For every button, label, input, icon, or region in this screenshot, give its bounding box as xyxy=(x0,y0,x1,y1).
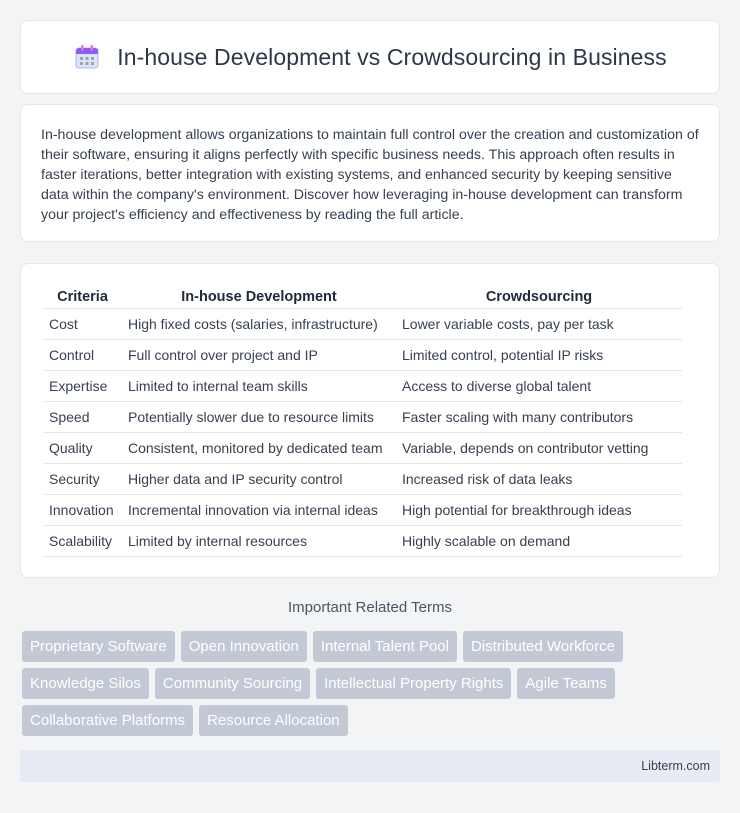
criteria-cell: Security xyxy=(43,463,122,494)
tag-collaborative-platforms[interactable]: Collaborative Platforms xyxy=(22,705,193,736)
tag-distributed-workforce[interactable]: Distributed Workforce xyxy=(463,631,623,662)
crowdsourcing-cell: Limited control, potential IP risks xyxy=(396,339,682,370)
column-header-crowdsourcing: Crowdsourcing xyxy=(396,284,682,308)
comparison-table-card xyxy=(20,263,720,578)
tag-internal-talent-pool[interactable]: Internal Talent Pool xyxy=(313,631,457,662)
related-terms-tags xyxy=(22,631,722,742)
table-row xyxy=(43,339,682,370)
tag-proprietary-software[interactable]: Proprietary Software xyxy=(22,631,175,662)
footer xyxy=(20,750,720,782)
in-house-cell: Consistent, monitored by dedicated team xyxy=(122,432,396,463)
crowdsourcing-cell: Faster scaling with many contributors xyxy=(396,401,682,432)
tag-intellectual-property-rights[interactable]: Intellectual Property Rights xyxy=(316,668,511,699)
in-house-cell: Full control over project and IP xyxy=(122,339,396,370)
header-card xyxy=(20,20,720,94)
tag-row xyxy=(22,631,722,662)
in-house-cell: High fixed costs (salaries, infrastructure) xyxy=(122,308,396,339)
tag-open-innovation[interactable]: Open Innovation xyxy=(181,631,307,662)
table-row xyxy=(43,401,682,432)
crowdsourcing-cell: Access to diverse global talent xyxy=(396,370,682,401)
criteria-cell: Control xyxy=(43,339,122,370)
criteria-cell: Scalability xyxy=(43,525,122,556)
table-row xyxy=(43,463,682,494)
in-house-cell: Potentially slower due to resource limits xyxy=(122,401,396,432)
title-wrap xyxy=(73,43,667,71)
table-row xyxy=(43,432,682,463)
in-house-cell: Higher data and IP security control xyxy=(122,463,396,494)
column-header-criteria: Criteria xyxy=(43,284,122,308)
tag-resource-allocation[interactable]: Resource Allocation xyxy=(199,705,348,736)
table-row xyxy=(43,370,682,401)
criteria-cell: Expertise xyxy=(43,370,122,401)
summary-text: In-house development allows organizations to maintain full control over the creation and customization of their software, ensuring it aligns perfectly with specific business needs. This approach often results in faster iterations, better integration with existing systems, and enhanced security by keeping sensitive data within the company's environment. Discover how leveraging in-house development can transform your project's efficiency and effectiveness by reading the full article. xyxy=(41,127,699,223)
tag-community-sourcing[interactable]: Community Sourcing xyxy=(155,668,310,699)
in-house-cell: Limited by internal resources xyxy=(122,525,396,556)
crowdsourcing-cell: Highly scalable on demand xyxy=(396,525,682,556)
table-header-row xyxy=(43,284,682,308)
tag-agile-teams[interactable]: Agile Teams xyxy=(517,668,614,699)
in-house-cell: Limited to internal team skills xyxy=(122,370,396,401)
criteria-cell: Speed xyxy=(43,401,122,432)
comparison-table xyxy=(43,284,682,557)
table-row xyxy=(43,525,682,556)
table-row xyxy=(43,308,682,339)
table-row xyxy=(43,494,682,525)
tag-row xyxy=(22,705,722,736)
summary-card xyxy=(20,104,720,242)
crowdsourcing-cell: Increased risk of data leaks xyxy=(396,463,682,494)
crowdsourcing-cell: Variable, depends on contributor vetting xyxy=(396,432,682,463)
page-title: In-house Development vs Crowdsourcing in Business xyxy=(117,43,667,70)
footer-site-link[interactable]: Libterm.com xyxy=(641,759,710,773)
criteria-cell: Quality xyxy=(43,432,122,463)
tag-row xyxy=(22,668,722,699)
related-terms-title: Important Related Terms xyxy=(288,599,452,616)
crowdsourcing-cell: High potential for breakthrough ideas xyxy=(396,494,682,525)
tag-knowledge-silos[interactable]: Knowledge Silos xyxy=(22,668,149,699)
criteria-cell: Cost xyxy=(43,308,122,339)
calendar-icon xyxy=(73,43,101,71)
crowdsourcing-cell: Lower variable costs, pay per task xyxy=(396,308,682,339)
in-house-cell: Incremental innovation via internal ideas xyxy=(122,494,396,525)
column-header-in-house: In-house Development xyxy=(122,284,396,308)
criteria-cell: Innovation xyxy=(43,494,122,525)
